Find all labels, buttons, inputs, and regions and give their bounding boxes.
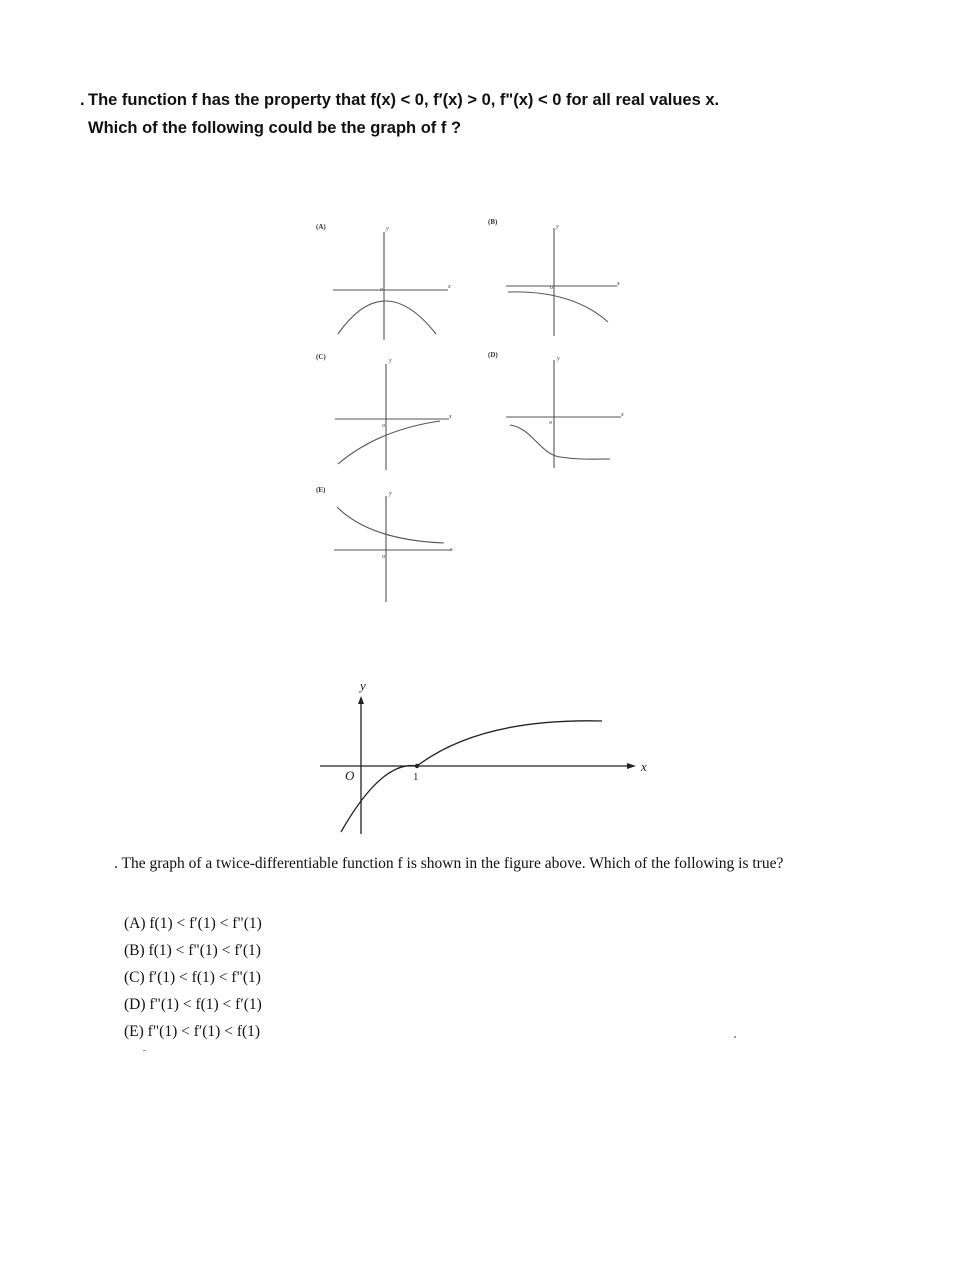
graph-a-origin-label: o — [380, 287, 383, 293]
figure-2-origin-label: O — [345, 768, 355, 783]
graph-a-x-label: x — [448, 284, 451, 290]
graph-e-curve — [337, 507, 444, 543]
question-2-text: The graph of a twice-differentiable function f is shown in the figure above. Which of the following is true? — [121, 855, 784, 872]
figure-2-x-label: x — [641, 759, 647, 774]
graph-a — [333, 232, 448, 340]
graph-a-y-label: y — [386, 226, 389, 232]
graph-c-curve — [338, 421, 440, 464]
option-b[interactable]: (B) f(1) < f"(1) < f′(1) — [124, 942, 261, 959]
scan-speck — [143, 1050, 146, 1051]
graph-d-curve — [510, 425, 610, 459]
scan-speck — [734, 1036, 736, 1038]
figure-2-y-arrow — [358, 696, 364, 704]
graph-c — [335, 364, 449, 470]
graph-d-y-label: y — [557, 356, 560, 362]
graph-c-x-label: x — [449, 414, 452, 420]
graph-b-label: (B) — [488, 218, 498, 226]
graph-b-curve — [508, 292, 608, 322]
option-d[interactable]: (D) f"(1) < f(1) < f′(1) — [124, 996, 262, 1013]
graph-a-curve — [338, 301, 436, 334]
question-2 — [114, 854, 874, 873]
graph-b-x-label: x — [617, 281, 620, 287]
option-c[interactable]: (C) f′(1) < f(1) < f"(1) — [124, 969, 261, 986]
option-e[interactable]: (E) f"(1) < f′(1) < f(1) — [124, 1023, 261, 1040]
figure-2 — [320, 696, 636, 834]
figure-2-point — [415, 764, 419, 768]
graph-d-x-label: x — [621, 412, 624, 418]
graph-e-y-label: y — [389, 491, 392, 497]
graph-c-origin-label: o — [382, 423, 385, 429]
question-1-bullet: . — [80, 91, 85, 109]
figure-2-x-arrow — [627, 763, 636, 769]
graph-e-origin-label: o — [382, 554, 385, 560]
graph-e-label: (E) — [316, 486, 326, 494]
graph-e — [334, 496, 451, 602]
graph-d-label: (D) — [488, 351, 498, 359]
graph-d-origin-label: o — [549, 420, 552, 426]
figure-2-curve — [341, 721, 602, 832]
figure-2-y-label: y — [360, 678, 366, 693]
question-1-line-2: Which of the following could be the graph of f ? — [88, 119, 462, 137]
graph-d — [506, 360, 621, 468]
graph-c-y-label: y — [389, 358, 392, 364]
graph-a-label: (A) — [316, 223, 326, 231]
figure-2-tick-label: 1 — [413, 771, 419, 783]
graph-e-x-label: x — [450, 547, 453, 553]
option-a[interactable]: (A) f(1) < f′(1) < f"(1) — [124, 915, 262, 932]
question-1-line-1: The function f has the property that f(x) < 0, f′(x) > 0, f"(x) < 0 for all real values x. — [88, 91, 720, 109]
question-2-bullet: . — [114, 855, 118, 872]
answer-options — [124, 910, 262, 1045]
graph-b-origin-label: o — [550, 285, 553, 291]
graph-c-label: (C) — [316, 353, 326, 361]
graph-b — [506, 228, 617, 336]
graph-b-y-label: y — [556, 224, 559, 230]
